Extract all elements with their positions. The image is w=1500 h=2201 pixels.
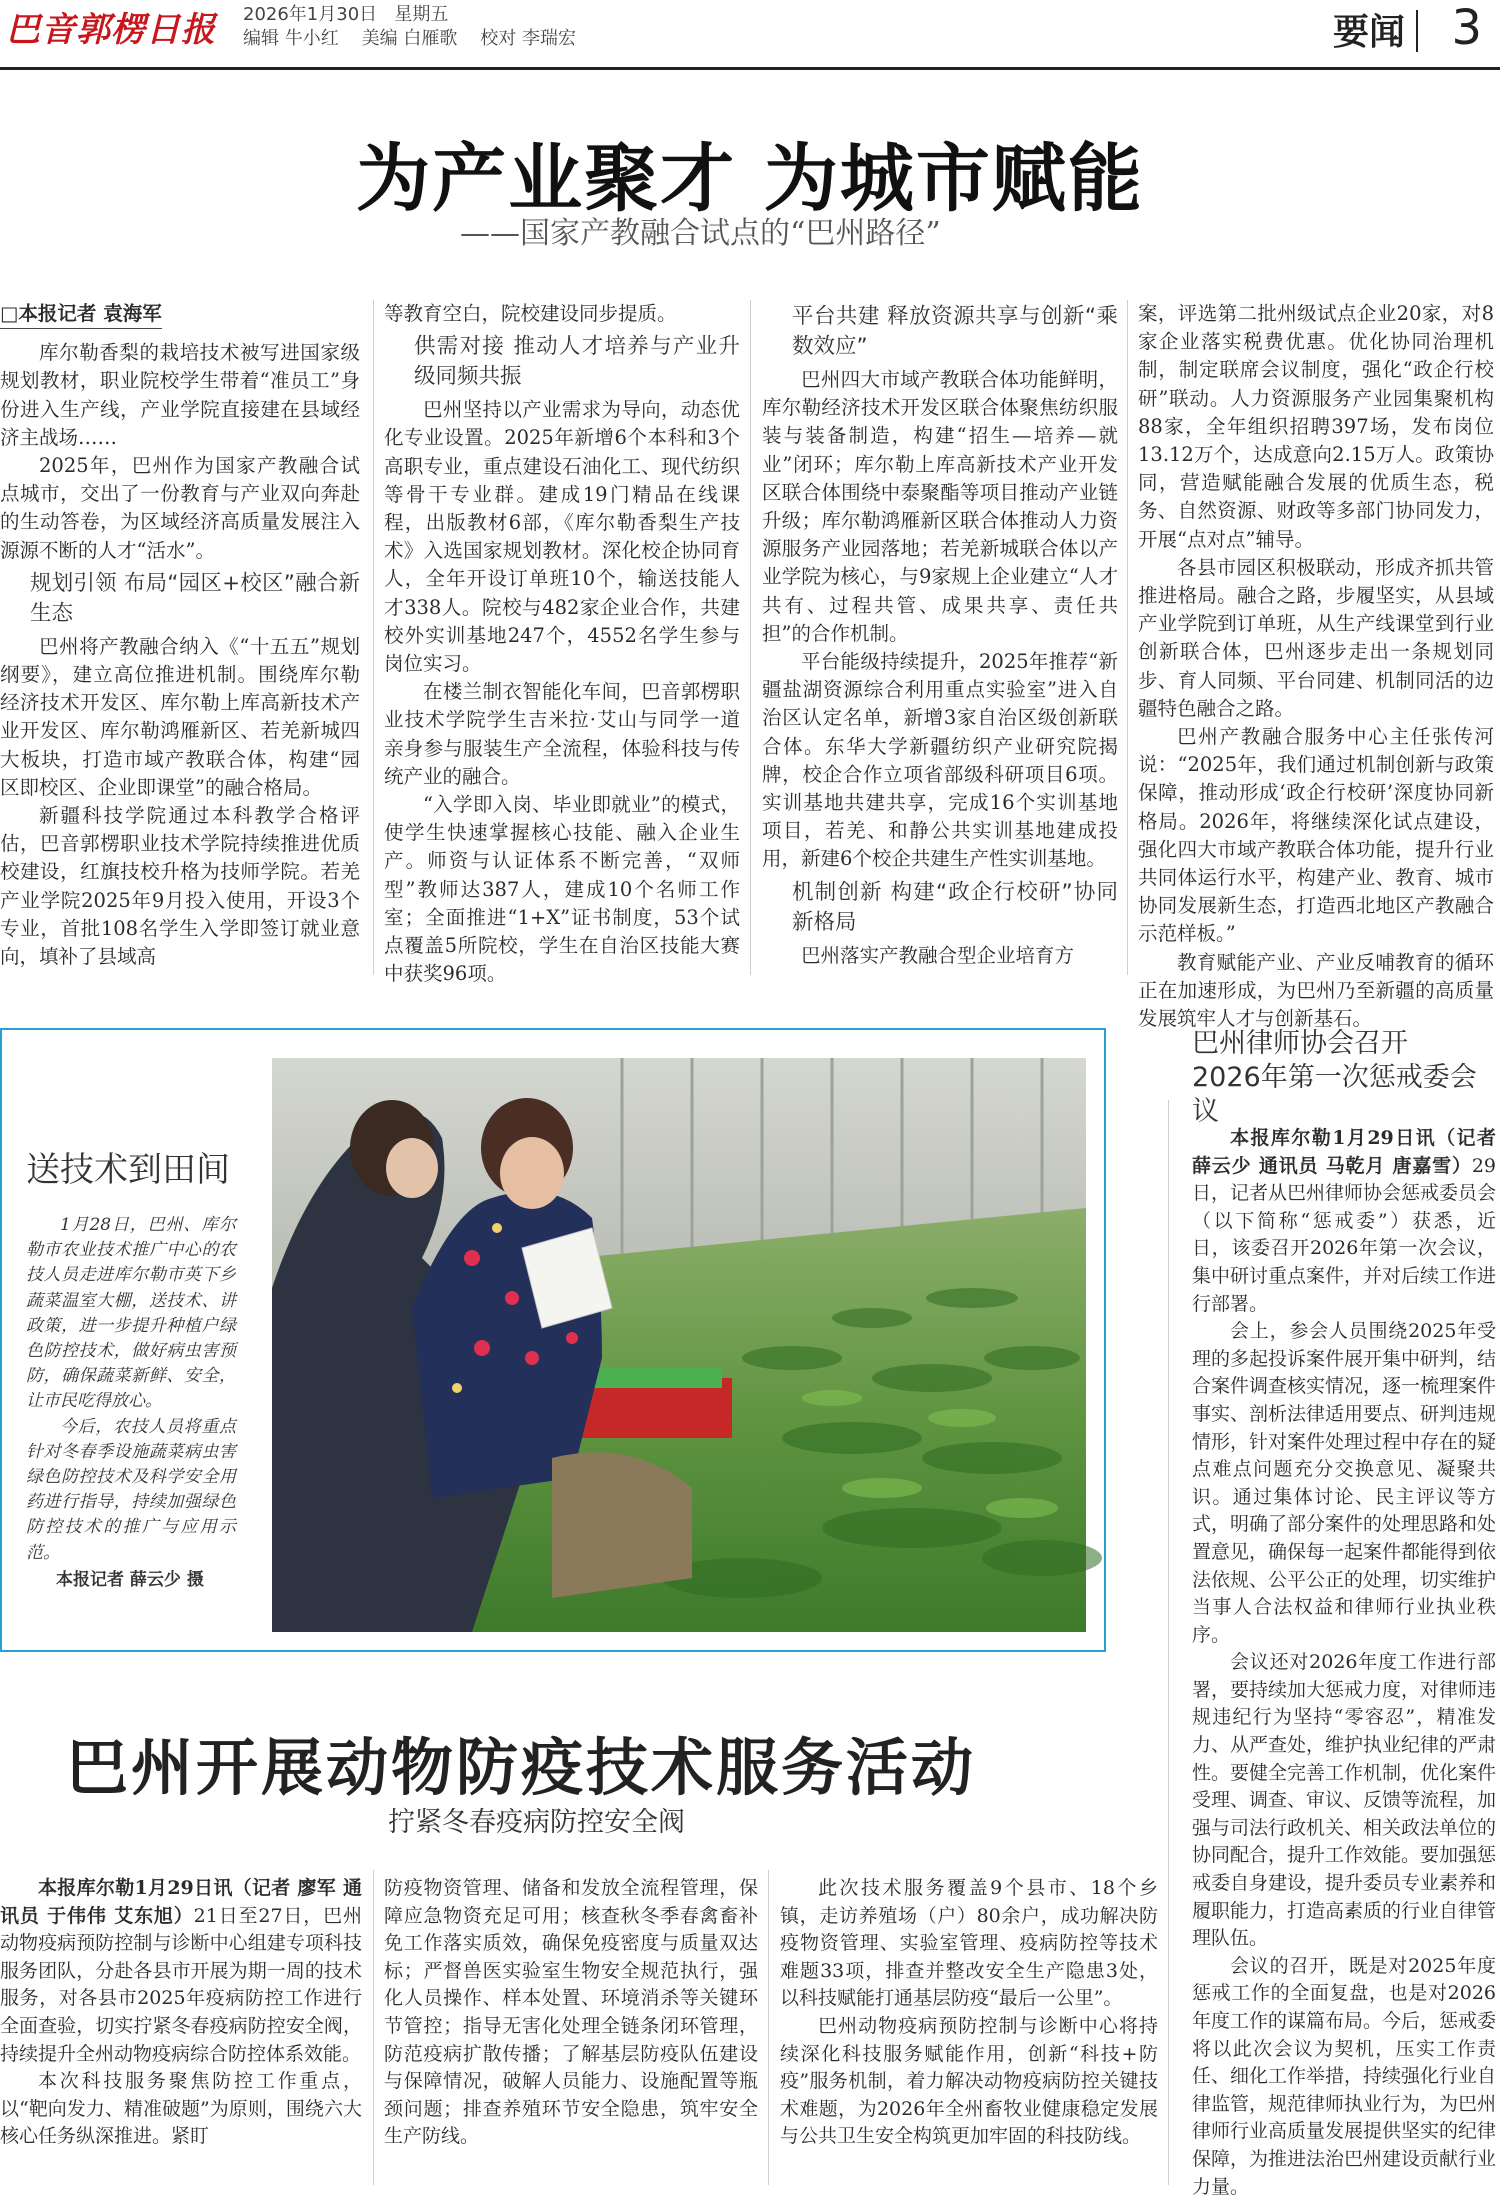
- caption-paragraph: 1月28日，巴州、库尔勒市农业技术推广中心的农技人员走进库尔勒市英下乡蔬菜温室大棚，送技术、讲政策，进一步提升种植户绿色防控技术，做好病虫害预防，确保蔬菜新鲜、安全，让市民吃得放心。: [26, 1215, 236, 1412]
- paragraph: 本报库尔勒1月29日讯（记者 廖军 通讯员 于伟伟 艾东旭）21日至27日，巴州动物疫病预防控制与诊断中心组建专项科技服务团队，分赴各县市开展为期一周的技术服务，对各县市2025年疫病防控工作进行全面查验，切实拧紧冬春疫病防控安全阀，持续提升全州动物疫病综合防控体系效能。: [0, 1877, 363, 2065]
- page-number: 3: [1451, 0, 1482, 56]
- subheading: 机制创新 构建“政企行校研”协同新格局: [792, 879, 1118, 935]
- lead-column-2: [384, 300, 740, 986]
- paragraph: 等教育空白，院校建设同步提质。: [384, 302, 677, 325]
- paragraph: 会上，参会人员围绕2025年受理的多起投诉案件展开集中研判，结合案件调查核实情况，逐一梳理案件事实、剖析法律适用要点、研判违规情形，针对案件处理过程中存在的疑点难点问题充分交换意见、凝聚共识。通过集体讨论、民主评议等方式，明确了部分案件的处理思路和处置意见，确保每一起案件都能得到依法依规、公平公正的处理，切实维护当事人合法权益和律师行业执业秩序。: [1192, 1320, 1497, 1646]
- paragraph: 巴州将产教融合纳入《“十五五”规划纲要》，建立高位推进机制。围绕库尔勒经济技术开发区、库尔勒上库高新技术产业开发区、库尔勒鸿雁新区、若羌新城四大板块，打造市域产教联合体，构建“园区即校区、企业即课堂”的融合格局。: [0, 634, 360, 799]
- paragraph: 在楼兰制衣智能化车间，巴音郭楞职业技术学院学生吉米拉·艾山与同学一道亲身参与服装生产全流程，体验科技与传统产业的融合。: [384, 680, 740, 788]
- greenhouse-photo: [272, 1058, 1086, 1632]
- paragraph: 巴州产教融合服务中心主任张传河说：“2025年，我们通过机制创新与政策保障，推动形成‘政企行校研’深度协同新格局。2026年，将继续深化试点建设，强化四大市域产教联合体功能，提升行业共同体运行水平，构建产业、教育、城市协同发展新生态，打造西北地区产教融合示范样板。”: [1138, 725, 1494, 946]
- animal-article-title: 巴州开展动物防疫技术服务活动: [66, 1731, 977, 1804]
- lead-headline: 为产业聚才 为城市赋能: [356, 136, 1144, 222]
- lead-column-3: [762, 300, 1118, 975]
- lead-column-4: [1138, 300, 1494, 1031]
- lead-subheadline: ——国家产教融合试点的“巴州路径”: [460, 216, 941, 251]
- newspaper-logo: 巴音郭楞日报: [6, 10, 216, 50]
- paragraph: 此次技术服务覆盖9个县市、18个乡镇，走访养殖场（户）80余户，成功解决防疫物资管理、实验室管理、疫病防控等技术难题33项，排查并整改安全生产隐患3处，以科技赋能打通基层防疫“最后一公里”。: [780, 1877, 1158, 2010]
- dateline: 本报库尔勒1月29日讯（记者 薛云少 通讯员 马乾月 唐嘉雪）: [1192, 1127, 1496, 1177]
- lead-column-1: [0, 300, 360, 975]
- staff-credits: 编辑 牛小红 美编 白雁歌 校对 李瑞宏: [243, 28, 576, 49]
- paragraph: 防疫物资管理、储备和发放全流程管理，保障应急物资充足可用；核查秋冬季春禽畜补免工作落实质效，确保免疫密度与质量双达标；严督兽医实验室生物安全规范执行，强化人员操作、样本处置、环境消杀等关键环节管控；指导无害化处理全链条闭环管理，防范疫病扩散传播；了解基层防疫队伍建设与保障情况，破解人员能力、设施配置等瓶颈问题；排查养殖环节安全隐患，筑牢安全生产防线。: [384, 1877, 758, 2148]
- animal-article-subtitle: 拧紧冬春疫病防控安全阀: [388, 1807, 685, 1838]
- byline: □本报记者 袁海军: [0, 300, 162, 329]
- paragraph: 库尔勒香梨的栽培技术被写进国家级规划教材，职业院校学生带着“准员工”身份进入生产线，产业学院直接建在县域经济主战场……: [0, 341, 360, 449]
- lawyer-article-body: [1192, 1125, 1497, 2198]
- dateline: 本报库尔勒1月29日讯（记者 廖军 通讯员 于伟伟 艾东旭）: [0, 1877, 362, 1927]
- paragraph: 巴州动物疫病预防控制与诊断中心将持续深化科技服务赋能作用，创新“科技+防疫”服务机制，着力解决动物疫病防控关键技术难题，为2026年全州畜牧业健康稳定发展与公共卫生安全构筑更加牢固的科技防线。: [780, 2014, 1158, 2148]
- subheading: 平台共建 释放资源共享与创新“乘数效应”: [792, 304, 1118, 359]
- paragraph: 案，评选第二批州级试点企业20家，对8家企业落实税费优惠。优化协同治理机制，制定联席会议制度，强化“政企行校研”联动。人力资源服务产业园集聚机构88家，全年组织招聘397场，发布岗位13.12万个，达成意向2.15万人。政策协同，营造赋能融合发展的优质生态，税务、自然资源、财政等多部门协同发力，开展“点对点”辅导。: [1138, 302, 1494, 551]
- paragraph: 新疆科技学院通过本科教学合格评估，巴音郭楞职业技术学院持续推进优质校建设，红旗技校升格为技师学院。若羌产业学院2025年9月投入使用，开设3个专业，首批108名学生入学即签订就业意向，填补了县域高: [0, 804, 360, 969]
- paragraph: 会议还对2026年度工作进行部署，要持续加大惩戒力度，对律师违规违纪行为坚持“零容忍”，精准发力、从严查处，维护执业纪律的严肃性。要健全完善工作机制，优化案件受理、调查、审议、反馈等流程，加强与司法行政机关、相关政法单位的协同配合，提升工作效能。要加强惩戒委自身建设，提升委员专业素养和履职能力，打造高素质的行业自律管理队伍。: [1192, 1651, 1497, 1950]
- section-divider: [1416, 10, 1418, 52]
- issue-date: 2026年1月30日 星期五: [243, 4, 449, 25]
- section-name: 要闻: [1332, 12, 1405, 53]
- lawyer-article-title: 巴州律师协会召开 2026年第一次惩戒委会议: [1192, 1028, 1477, 1127]
- paragraph: 平台能级持续提升，2025年推荐“新疆盐湖资源综合利用重点实验室”进入自治区认定名单，新增3家自治区级创新联合体。东华大学新疆纺织产业研究院揭牌，校企合作立项省部级科研项目6项。实训基地共建共享，完成16个实训基地项目，若羌、和静公共实训基地建成投用，新建6个校企共建生产性实训基地。: [762, 650, 1118, 871]
- animal-column-3: [780, 1875, 1158, 2187]
- paragraph: 本报库尔勒1月29日讯（记者 薛云少 通讯员 马乾月 唐嘉雪）29日，记者从巴州律师协会惩戒委员会（以下简称“惩戒委”）获悉，近日，该委召开2026年第一次会议，集中研讨重点案件，并对后续工作进行部署。: [1192, 1127, 1497, 1315]
- subheading: 供需对接 推动人才培养与产业升级同频共振: [414, 334, 740, 390]
- greenhouse-illustration: [272, 1058, 1086, 1632]
- masthead: [0, 0, 1500, 70]
- paragraph: 各县市园区积极联动，形成齐抓共管推进格局。融合之路，步履坚实，从县域产业学院到订单班，从生产线课堂到行业创新联合体，巴州逐步走出一条规划同步、育人同频、平台同建、机制同活的边疆特色融合之路。: [1138, 555, 1494, 720]
- photo-feature-title: 送技术到田间: [26, 1150, 230, 1190]
- paragraph: 巴州落实产教融合型企业培育方: [801, 943, 1075, 967]
- photo-credit: 本报记者 薛云少 摄: [56, 1569, 204, 1590]
- paragraph: 巴州四大市域产教联合体功能鲜明，库尔勒经济技术开发区联合体聚焦纺织服装与装备制造，构建“招生—培养—就业”闭环；库尔勒上库高新技术产业开发区联合体围绕中泰聚酯等项目推动产业链升级；库尔勒鸿雁新区联合体推动人力资源服务产业园落地；若羌新城联合体以产业学院为核心，与9家规上企业建立“人才共有、过程共管、成果共享、责任共担”的合作机制。: [762, 368, 1118, 645]
- animal-column-2: [384, 1875, 758, 2187]
- animal-column-1: [0, 1875, 362, 2187]
- caption-paragraph: 今后，农技人员将重点针对冬春季设施蔬菜病虫害绿色防控技术及科学安全用药进行指导，持续加强绿色防控技术的推广与应用示范。: [26, 1416, 236, 1563]
- paragraph: 巴州坚持以产业需求为导向，动态优化专业设置。2025年新增6个本科和3个高职专业，重点建设石油化工、现代纺织等骨干专业群。建成19门精品在线课程，出版教材6部，《库尔勒香梨生产技术》入选国家规划教材。深化校企协同育人，全年开设订单班10个，输送技能人才338人。院校与482家企业合作，共建校外实训基地247个，4552名学生参与岗位实习。: [384, 398, 740, 676]
- paragraph: 教育赋能产业、产业反哺教育的循环正在加速形成，为巴州乃至新疆的高质量发展筑牢人才与创新基石。: [1138, 950, 1494, 1031]
- paragraph: 会议的召开，既是对2025年度惩戒工作的全面复盘，也是对2026年度工作的谋篇布局。今后，惩戒委将以此次会议为契机，压实工作责任、细化工作举措，持续强化行业自律监管，规范律师执业行为，为巴州律师行业高质量发展提供坚实的纪律保障，为推进法治巴州建设贡献行业力量。: [1192, 1954, 1497, 2198]
- paragraph: 本次科技服务聚焦防控工作重点，以“靶向发力、精准破题”为原则，围绕六大核心任务纵深推进。紧盯: [0, 2070, 362, 2148]
- paragraph: “入学即入岗、毕业即就业”的模式，使学生快速掌握核心技能、融入企业生产。师资与认证体系不断完善，“双师型”教师达387人，建成10个名师工作室；全面推进“1+X”证书制度，53个试点覆盖5所院校，学生在自治区技能大赛中获奖96项。: [384, 793, 740, 986]
- paragraph: 2025年，巴州作为国家产教融合试点城市，交出了一份教育与产业双向奔赴的生动答卷，为区域经济高质量发展注入源源不断的人才“活水”。: [0, 454, 360, 562]
- subheading: 规划引领 布局“园区+校区”融合新生态: [30, 570, 360, 626]
- photo-caption: [26, 1213, 236, 1633]
